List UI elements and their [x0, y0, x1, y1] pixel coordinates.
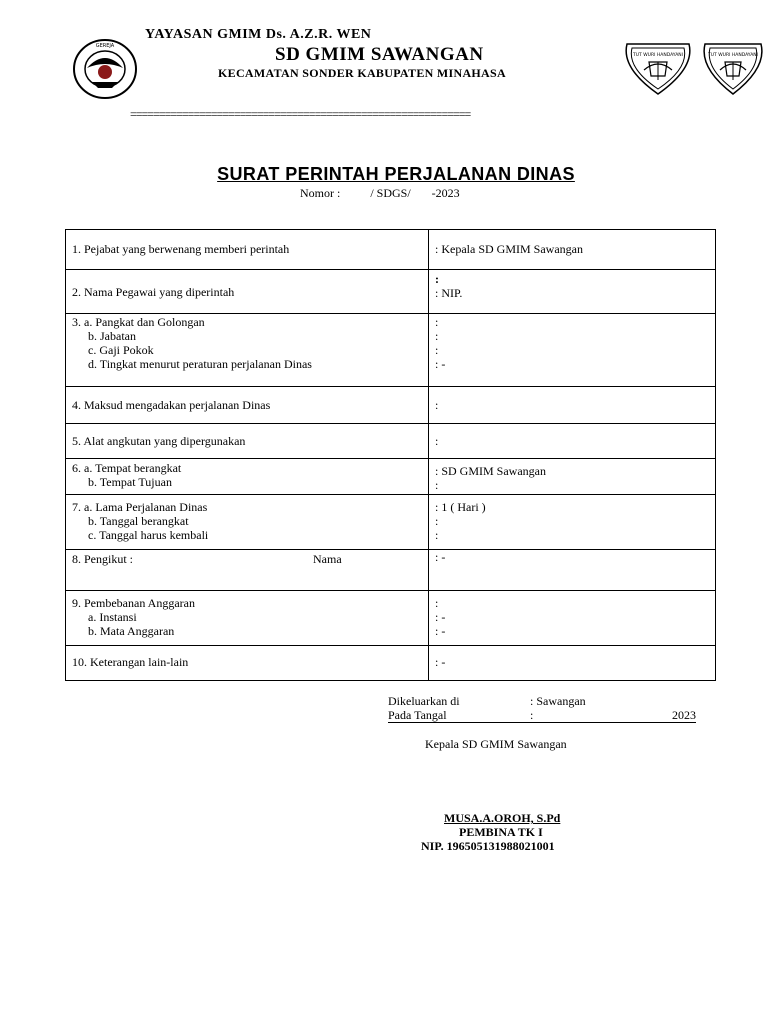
- table-row: [66, 270, 716, 314]
- issued-at-label: Dikeluarkan di: [388, 694, 460, 708]
- table-row: [66, 550, 716, 591]
- row-label: b. Mata Anggaran: [88, 624, 175, 638]
- row-value: :: [435, 329, 439, 343]
- signer-position: Kepala SD GMIM Sawangan: [425, 737, 567, 751]
- signer-rank: PEMBINA TK I: [459, 825, 543, 839]
- row-label: 6. a. Tempat berangkat: [72, 461, 182, 475]
- row-value: : -: [435, 655, 446, 669]
- row-value: : -: [435, 610, 446, 624]
- tut-wuri-logo-2: [699, 40, 767, 96]
- document-number: Nomor : / SDGS/ -2023: [300, 186, 460, 200]
- row-label: d. Tingkat menurut peraturan perjalanan Dinas: [88, 357, 312, 371]
- row-value: :: [435, 596, 439, 610]
- row-label: b. Tempat Tujuan: [88, 475, 172, 489]
- row-label: c. Tanggal harus kembali: [88, 528, 209, 542]
- row-value: : NIP.: [435, 286, 463, 300]
- row-value: : -: [435, 357, 446, 371]
- row-label: 10. Keterangan lain-lain: [72, 655, 189, 669]
- row-value: :: [435, 514, 439, 528]
- foundation-name: YAYASAN GMIM Ds. A.Z.R. WEN: [145, 27, 372, 42]
- row-label: 1. Pejabat yang berwenang memberi perintah: [72, 242, 290, 256]
- row-label: 2. Nama Pegawai yang diperintah: [72, 285, 235, 299]
- svg-text:TUT WURI HANDAYANI: TUT WURI HANDAYANI: [708, 53, 758, 58]
- row-label: 5. Alat angkutan yang dipergunakan: [72, 434, 246, 448]
- row-label: b. Tanggal berangkat: [88, 514, 189, 528]
- row-value: :: [435, 528, 439, 542]
- row-label: 8. Pengikut :: [72, 552, 134, 566]
- row-value: : 1 ( Hari ): [435, 500, 486, 514]
- row-label: 7. a. Lama Perjalanan Dinas: [72, 500, 208, 514]
- date-line: [388, 708, 696, 723]
- table-row: [66, 495, 716, 550]
- row-value: : SD GMIM Sawangan: [435, 464, 546, 478]
- signer-name: MUSA.A.OROH, S.Pd: [444, 811, 561, 825]
- row-label: c. Gaji Pokok: [88, 343, 154, 357]
- signer-nip: NIP. 196505131988021001: [421, 839, 555, 853]
- tut-wuri-logo-1: [619, 40, 697, 96]
- row-label: b. Jabatan: [88, 329, 136, 343]
- table-row: [66, 591, 716, 646]
- row-value: :: [435, 315, 439, 329]
- svg-text:GEREJA: GEREJA: [95, 43, 115, 49]
- row-label: 9. Pembebanan Anggaran: [72, 596, 195, 610]
- table-row: [66, 459, 716, 495]
- date-colon: :: [530, 708, 534, 722]
- row-value: :: [435, 272, 439, 286]
- row-value: :: [435, 434, 439, 448]
- document-title: SURAT PERINTAH PERJALANAN DINAS: [217, 164, 575, 184]
- row-label: 4. Maksud mengadakan perjalanan Dinas: [72, 398, 271, 412]
- table-row: [66, 314, 716, 387]
- table-row: [66, 424, 716, 459]
- travel-order-table: [65, 229, 716, 681]
- svg-text:TUT WURI HANDAYANI: TUT WURI HANDAYANI: [633, 53, 683, 58]
- row-value: : -: [435, 624, 446, 638]
- issued-at-value: : Sawangan: [530, 694, 586, 708]
- school-name: SD GMIM SAWANGAN: [275, 44, 484, 65]
- date-label: Pada Tangal: [388, 708, 447, 722]
- table-row: [66, 387, 716, 424]
- table-row: [66, 646, 716, 681]
- header-separator: ===========================================================: [130, 107, 471, 121]
- row-value: :: [435, 343, 439, 357]
- row-label: a. Instansi: [88, 610, 137, 624]
- row-value: : Kepala SD GMIM Sawangan: [435, 242, 583, 256]
- district-name: KECAMATAN SONDER KABUPATEN MINAHASA: [218, 66, 506, 80]
- row-value: :: [435, 398, 439, 412]
- table-row: [66, 230, 716, 270]
- row-label: 3. a. Pangkat dan Golongan: [72, 315, 205, 329]
- row-value: :: [435, 478, 439, 492]
- row-value: : -: [435, 550, 446, 564]
- follower-name-label: Nama: [313, 552, 342, 566]
- gmim-logo: [72, 38, 138, 100]
- date-year: 2023: [672, 708, 696, 722]
